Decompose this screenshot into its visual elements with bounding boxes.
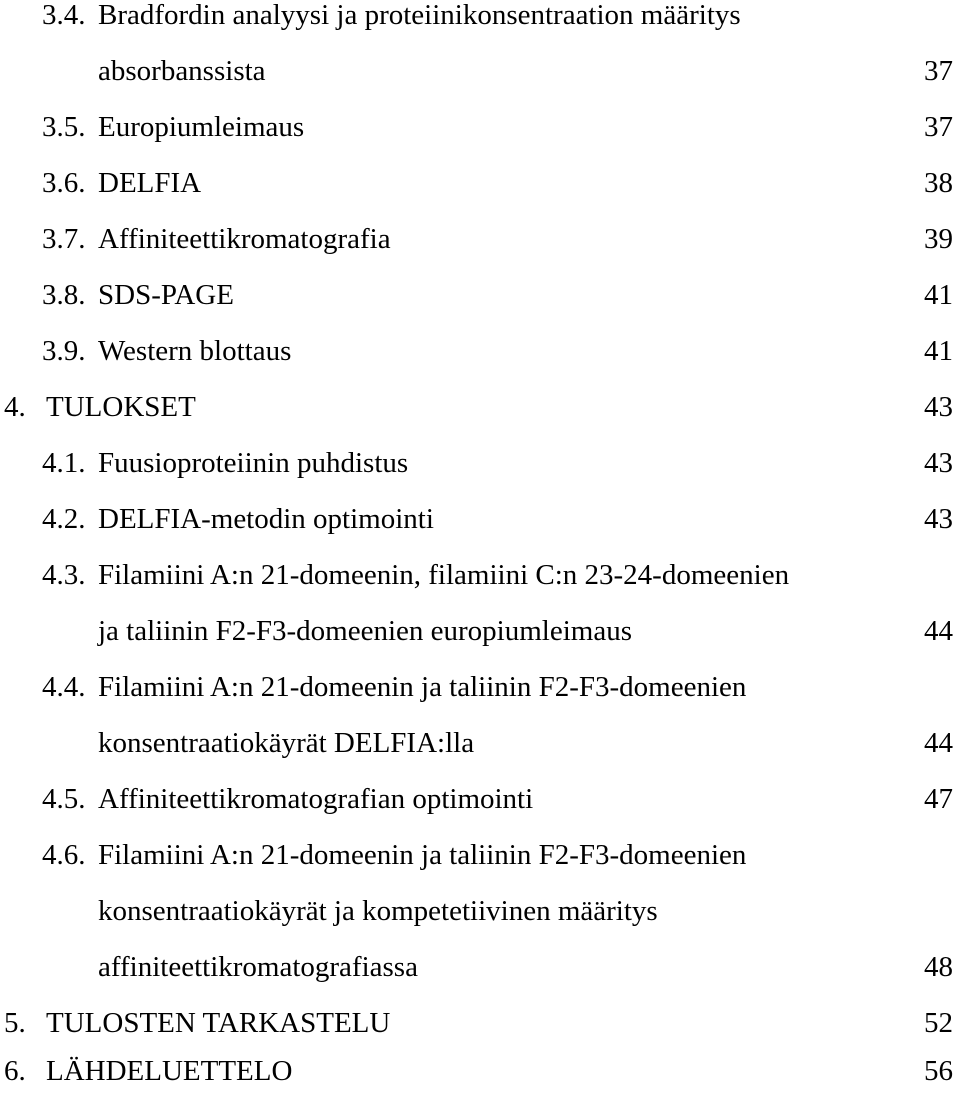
toc-entry-page: 43 [924, 503, 953, 535]
toc-entry-4-5 [0, 779, 960, 819]
toc-entry-title-continued: affiniteettikromatografiassa [98, 951, 418, 983]
toc-entry-number: 6. [4, 1055, 26, 1087]
toc-entry-3-9 [0, 331, 960, 371]
toc-entry-title: LÄHDELUETTELO [46, 1055, 293, 1087]
toc-entry-4-4 [0, 667, 960, 707]
toc-entry-3-8 [0, 275, 960, 315]
toc-entry-page: 56 [924, 1055, 953, 1087]
toc-entry-page: 39 [924, 223, 953, 255]
toc-entry-4-3-cont [0, 611, 960, 651]
toc-entry-title: TULOSTEN TARKASTELU [46, 1007, 391, 1039]
toc-entry-page: 48 [924, 951, 953, 983]
toc-entry-page: 47 [924, 783, 953, 815]
toc-entry-title: Filamiini A:n 21-domeenin, filamiini C:n 23-24-domeenien [98, 559, 790, 591]
toc-entry-4-3 [0, 555, 960, 595]
toc-entry-page: 44 [924, 615, 953, 647]
toc-entry-number: 5. [4, 1007, 26, 1039]
toc-entry-page: 41 [924, 335, 953, 367]
toc-entry-title: SDS-PAGE [98, 279, 234, 311]
toc-entry-page: 41 [924, 279, 953, 311]
toc-entry-number: 3.6. [42, 167, 86, 199]
toc-entry-3-4 [0, 0, 960, 35]
toc-entry-4-2 [0, 499, 960, 539]
toc-entry-number: 4. [4, 391, 26, 423]
toc-entry-title: Fuusioproteiinin puhdistus [98, 447, 409, 479]
toc-entry-number: 3.9. [42, 335, 86, 367]
toc-entry-number: 4.6. [42, 839, 86, 871]
toc-entry-number: 4.2. [42, 503, 86, 535]
toc-entry-number: 4.1. [42, 447, 86, 479]
toc-entry-6 [0, 1051, 960, 1091]
toc-entry-title: Europiumleimaus [98, 111, 305, 143]
toc-entry-3-6 [0, 163, 960, 203]
toc-entry-page: 43 [924, 391, 953, 423]
toc-entry-title: Western blottaus [98, 335, 292, 367]
toc-entry-4-6 [0, 835, 960, 875]
toc-entry-4-4-cont [0, 723, 960, 763]
toc-entry-title: Affiniteettikromatografia [98, 223, 391, 255]
toc-entry-number: 3.4. [42, 0, 86, 31]
toc-entry-number: 4.4. [42, 671, 86, 703]
toc-entry-page: 44 [924, 727, 953, 759]
toc-entry-4-6-cont-1 [0, 891, 960, 931]
toc-entry-number: 3.5. [42, 111, 86, 143]
toc-entry-title: TULOKSET [46, 391, 196, 423]
toc-entry-title: Filamiini A:n 21-domeenin ja taliinin F2-F3-domeenien [98, 839, 747, 871]
toc-entry-page: 43 [924, 447, 953, 479]
toc-entry-title: Affiniteettikromatografian optimointi [98, 783, 534, 815]
toc-entry-page: 37 [924, 55, 953, 87]
toc-entry-title: DELFIA [98, 167, 202, 199]
toc-entry-5 [0, 1003, 960, 1043]
toc-entry-title: Bradfordin analyysi ja proteiinikonsentraation määritys [98, 0, 741, 31]
toc-entry-page: 38 [924, 167, 953, 199]
toc-entry-number: 3.8. [42, 279, 86, 311]
toc-entry-title-continued: konsentraatiokäyrät ja kompetetiivinen määritys [98, 895, 658, 927]
toc-entry-3-7 [0, 219, 960, 259]
toc-entry-4 [0, 387, 960, 427]
toc-entry-number: 4.5. [42, 783, 86, 815]
toc-entry-title: Filamiini A:n 21-domeenin ja taliinin F2-F3-domeenien [98, 671, 747, 703]
toc-entry-number: 3.7. [42, 223, 86, 255]
toc-entry-page: 52 [924, 1007, 953, 1039]
toc-entry-4-1 [0, 443, 960, 483]
toc-entry-4-6-cont-2 [0, 947, 960, 987]
toc-entry-page: 37 [924, 111, 953, 143]
toc-entry-3-4-cont [0, 51, 960, 91]
toc-entry-number: 4.3. [42, 559, 86, 591]
toc-entry-title-continued: absorbanssista [98, 55, 266, 87]
toc-entry-title: DELFIA-metodin optimointi [98, 503, 434, 535]
toc-entry-3-5 [0, 107, 960, 147]
toc-entry-title-continued: ja taliinin F2-F3-domeenien europiumleimaus [98, 615, 632, 647]
toc-entry-title-continued: konsentraatiokäyrät DELFIA:lla [98, 727, 475, 759]
